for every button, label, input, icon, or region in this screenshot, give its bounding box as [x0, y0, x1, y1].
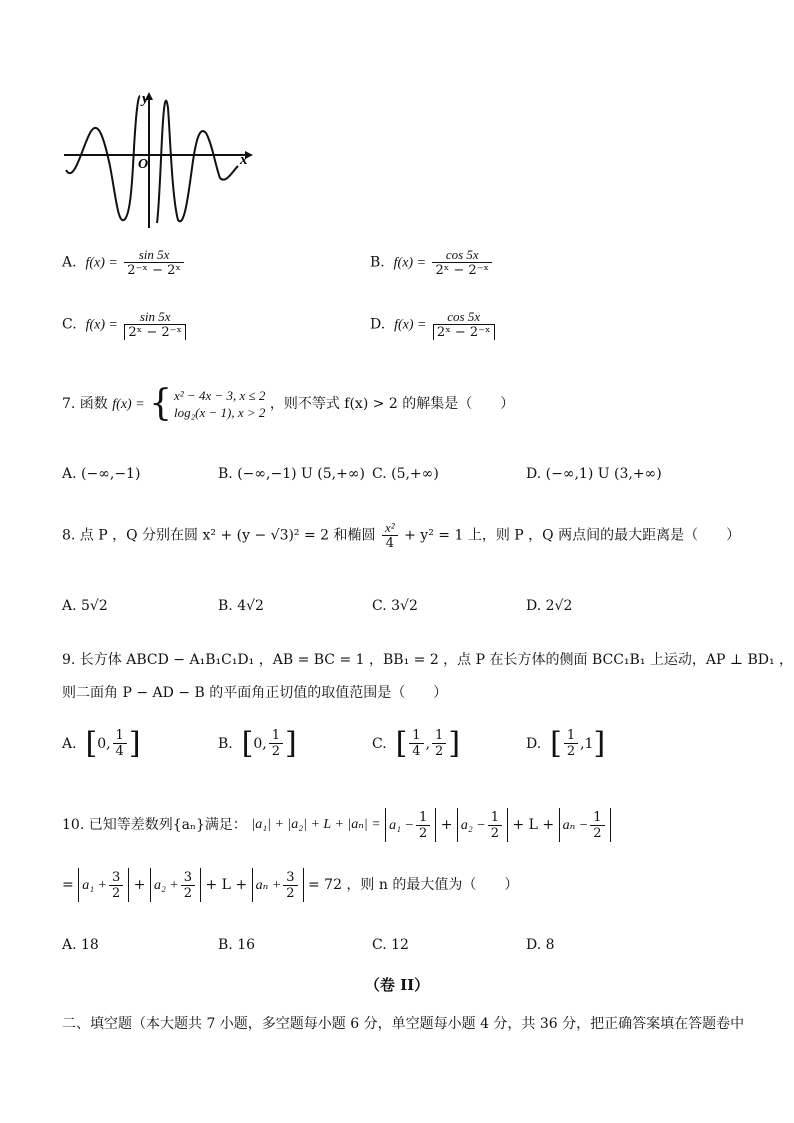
q10-option-d[interactable]: D. 8	[526, 937, 555, 953]
q8-ellipse-fraction: $\frac{\text{x²}}{4}$	[382, 520, 398, 551]
curve-right	[157, 101, 238, 223]
piecewise-brace-icon: {	[149, 383, 172, 424]
q8-option-a[interactable]: A. 5√2	[62, 598, 108, 614]
q10-stem-line1: 10. 已知等差数列{aₙ}满足： |a₁| + |a₂| + L + |aₙ| = a₁ − $\frac{1}{2}$ + a₂ − $\frac{1}{2}$ + L + aₙ − $\frac{1}{2}$	[62, 808, 611, 842]
left-bracket-icon: [	[85, 725, 98, 761]
function-graph	[60, 88, 255, 233]
q6-b-fraction: $\frac{\cos 5x}{\text{2ˣ − 2⁻ˣ}}$	[432, 247, 492, 278]
q8-option-d[interactable]: D. 2√2	[526, 598, 573, 614]
origin-label: O	[138, 157, 149, 172]
q9-stem-line2: 则二面角 P − AD − B 的平面角正切值的取值范围是（ ）	[62, 685, 448, 701]
q10-option-b[interactable]: B. 16	[218, 937, 256, 953]
q9-option-d[interactable]: D. [ $\frac{1}{2}$ ,1]	[526, 725, 606, 761]
q6-option-b[interactable]: B. f(x) = $\frac{\cos 5x}{\text{2ˣ − 2⁻ˣ}}$	[370, 247, 494, 278]
y-axis-label: y	[142, 91, 149, 107]
q6-d-fraction: $\frac{\cos 5x}{\text{2ˣ − 2⁻ˣ}}$	[433, 309, 495, 340]
q9-option-b[interactable]: B. [0, $\frac{1}{2}$ ]	[218, 725, 297, 761]
left-bracket-icon: [	[550, 725, 562, 761]
q10-stem-line2: = a₁ + $\frac{3}{2}$ + a₂ + $\frac{3}{2}$ + L + aₙ + $\frac{3}{2}$ = 72 ，则 n 的最大值为（ ）	[62, 869, 519, 901]
q7-stem: 7. 函数 f(x) = { x² − 4x − 3, x ≤ 2 log₂(x − 1), x > 2 ，则不等式 f(x) > 2 的解集是（ ）	[62, 383, 515, 424]
q6-option-c[interactable]: C. f(x) = $\frac{\sin 5x}{\text{2ˣ − 2⁻ˣ}}$	[62, 309, 188, 340]
q8-option-b[interactable]: B. 4√2	[218, 598, 264, 614]
section-title: （卷 II）	[364, 976, 430, 994]
q10-option-a[interactable]: A. 18	[62, 937, 99, 953]
q10-option-c[interactable]: C. 12	[372, 937, 409, 953]
q7-option-b[interactable]: B. (−∞,−1) U (5,+∞)	[218, 466, 365, 482]
q9-option-c[interactable]: C. [ $\frac{1}{4}$ , $\frac{1}{2}$ ]	[372, 725, 461, 761]
q9-stem-line1: 9. 长方体 ABCD − A₁B₁C₁D₁ ，AB = BC = 1 ，BB₁ = 2 ，点 P 在长方体的侧面 BCC₁B₁ 上运动，AP ⊥ BD₁ ，	[62, 652, 794, 668]
q7-option-d[interactable]: D. (−∞,1) U (3,+∞)	[526, 466, 662, 482]
fill-blank-heading: 二、填空题（本大题共 7 小题，多空题每小题 6 分，单空题每小题 4 分，共 36 分，把正确答案填在答题卷中	[62, 1016, 745, 1032]
q6-c-fraction: $\frac{\sin 5x}{\text{2ˣ − 2⁻ˣ}}$	[124, 309, 186, 340]
q6-option-d[interactable]: D. f(x) = $\frac{\cos 5x}{\text{2ˣ − 2⁻ˣ}}$	[370, 309, 497, 340]
q8-option-c[interactable]: C. 3√2	[372, 598, 418, 614]
piecewise-cases: x² − 4x − 3, x ≤ 2 log₂(x − 1), x > 2	[174, 388, 266, 420]
q7-option-a[interactable]: A. (−∞,−1)	[62, 466, 141, 482]
left-bracket-icon: [	[241, 725, 254, 761]
right-bracket-icon: ]	[128, 725, 141, 761]
q6-option-a[interactable]: A. f(x) = $\frac{\sin 5x}{\text{2⁻ˣ − 2ˣ}}$	[62, 247, 186, 278]
left-bracket-icon: [	[395, 725, 408, 761]
q8-stem: 8. 点 P ，Q 分别在圆 x² + (y − √3)² = 2 和椭圆 $\frac{\text{x²}}{4}$ + y² = 1 上，则 P ，Q 两点间的最大距离是（ ）	[62, 520, 741, 551]
curve-left	[66, 96, 140, 220]
right-bracket-icon: ]	[285, 725, 297, 761]
q6-a-fraction: $\frac{\sin 5x}{\text{2⁻ˣ − 2ˣ}}$	[124, 247, 184, 278]
right-bracket-icon: ]	[593, 725, 606, 761]
x-axis-label: x	[240, 152, 248, 168]
q9-option-a[interactable]: A. [0, $\frac{1}{4}$ ]	[62, 725, 141, 761]
right-bracket-icon: ]	[448, 725, 461, 761]
q7-option-c[interactable]: C. (5,+∞)	[372, 466, 439, 482]
